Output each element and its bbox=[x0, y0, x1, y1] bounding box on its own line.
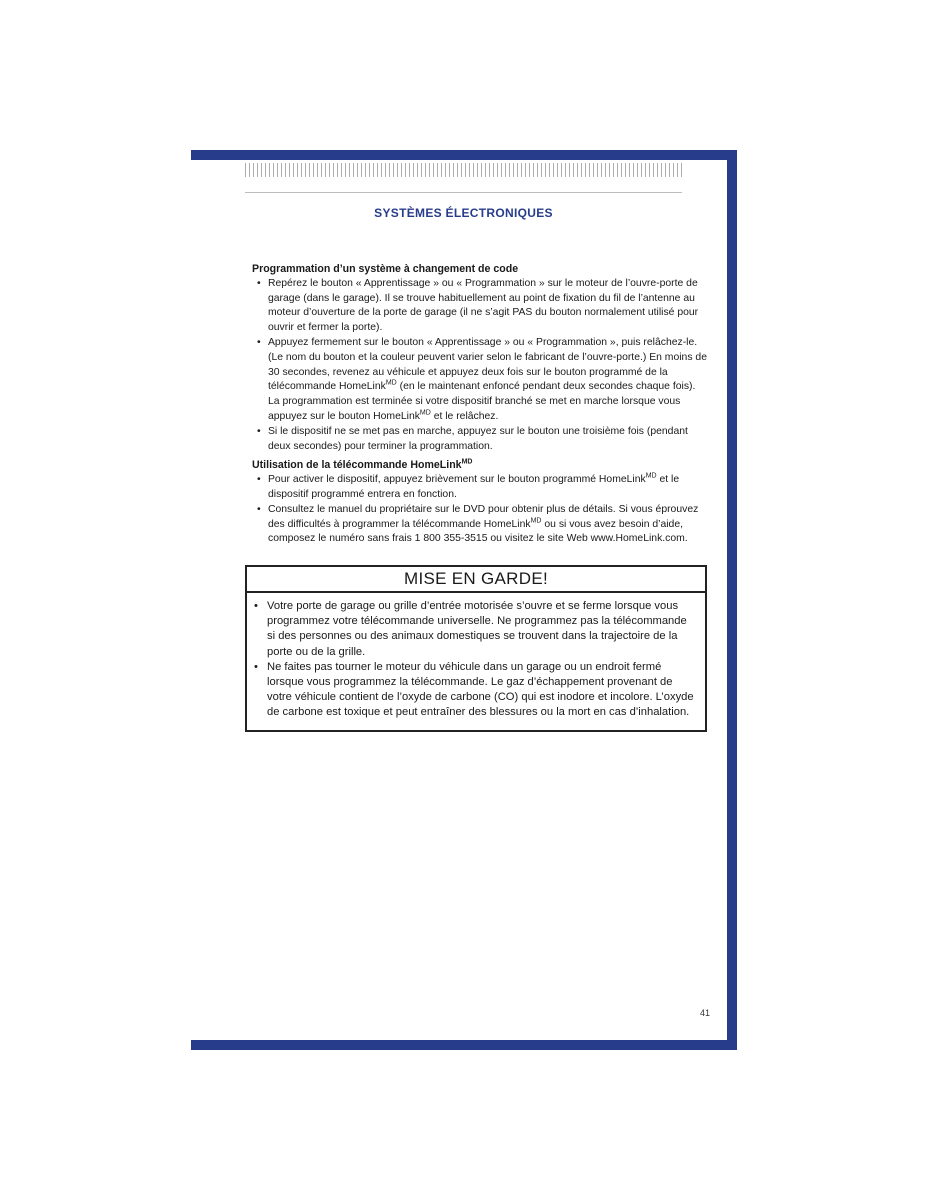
page-frame-bottom bbox=[191, 1040, 737, 1050]
page-frame-right bbox=[727, 150, 737, 1050]
trademark-superscript: MD bbox=[419, 409, 431, 417]
trademark-superscript: MD bbox=[461, 458, 473, 466]
page-frame-top bbox=[191, 150, 737, 160]
heading-code-change-programming: Programmation d’un système à changement de code bbox=[252, 263, 519, 275]
list-item: • Votre porte de garage ou grille d’entrée motorisée s’ouvre et se ferme lorsque vous programmez votre télécommande universelle. Ne programmez pas la télécommande si des personnes ou des animaux domestiques se trouvent dans la trajectoire de la porte ou de la grille. bbox=[254, 599, 697, 660]
trademark-superscript: MD bbox=[530, 517, 542, 525]
page-number: 41 bbox=[700, 1008, 711, 1018]
header-stripe-decoration bbox=[245, 163, 682, 177]
header-rule bbox=[245, 192, 682, 193]
list-item: • Si le dispositif ne se met pas en marche, appuyez sur le bouton une troisième fois (pendant deux secondes) pour terminer la programmation. bbox=[252, 425, 708, 455]
heading-homelink-usage: Utilisation de la télécommande HomeLink$^{MD}$ bbox=[252, 458, 473, 472]
warning-box bbox=[245, 565, 707, 732]
programming-steps-list bbox=[252, 277, 708, 455]
trademark-superscript: MD bbox=[385, 379, 397, 387]
section-title: SYSTÈMES ÉLECTRONIQUES bbox=[374, 206, 553, 220]
list-item: • Pour activer le dispositif, appuyez brièvement sur le bouton programmé HomeLink$^{MD}$ et le dispositif programmé entrera en fonction. bbox=[252, 473, 708, 503]
list-item: • Consultez le manuel du propriétaire sur le DVD pour obtenir plus de détails. Si vous éprouvez des difficultés à programmer la télécommande HomeLink$^{MD}$ ou si vous avez besoin d’aide, composez le numéro sans frais 1 800 355-3515 ou visitez le site Web www.HomeLink.com. bbox=[252, 503, 708, 547]
trademark-superscript: MD bbox=[645, 472, 657, 480]
list-item: • Ne faites pas tourner le moteur du véhicule dans un garage ou un endroit fermé lorsque vous programmez la télécommande. Le gaz d’échappement provenant de votre véhicule contient de l’oxyde de carbone (CO) qui est inodore et incolore. L’oxyde de carbone est toxique et peut entraîner des blessures ou la mort en cas d’inhalation. bbox=[254, 660, 697, 721]
list-item: • Repérez le bouton « Apprentissage » ou « Programmation » sur le moteur de l’ouvre-porte de garage (dans le garage). Il se trouve habituellement au point de fixation du fil de l’antenne au moteur d’ouverture de la porte de garage (il ne s’agit PAS du bouton normalement utilisé pour ouvrir et fermer la porte). bbox=[252, 277, 708, 336]
warning-list bbox=[247, 599, 705, 721]
warning-title: MISE EN GARDE! bbox=[247, 567, 705, 593]
usage-list bbox=[252, 473, 708, 547]
list-item: • Appuyez fermement sur le bouton « Apprentissage » ou « Programmation », puis relâchez-le. (Le nom du bouton et la couleur peuvent varier selon le fabricant de l’ouvre-porte.) En moins de 30 secondes, revenez au véhicule et appuyez deux fois sur le bouton programmé de la télécommande HomeLink$^{MD}$ (en le maintenant enfoncé pendant deux secondes chaque fois). La programmation est terminée si votre dispositif branché se met en marche lorsque vous appuyez sur le bouton HomeLink$^{MD}$ et le relâchez. bbox=[252, 336, 708, 425]
main-content bbox=[252, 262, 708, 551]
